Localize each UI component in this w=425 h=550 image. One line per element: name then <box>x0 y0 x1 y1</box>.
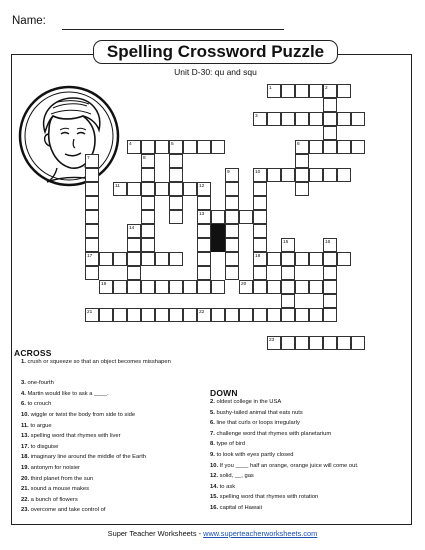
grid-cell[interactable] <box>323 112 337 126</box>
grid-cell[interactable] <box>309 112 323 126</box>
grid-cell[interactable] <box>169 210 183 224</box>
grid-cell[interactable] <box>309 252 323 266</box>
across-clue <box>21 486 199 494</box>
grid-number: 17 <box>87 253 93 259</box>
grid-cell[interactable] <box>197 280 211 294</box>
grid-cell[interactable] <box>85 196 99 210</box>
grid-cell[interactable] <box>323 336 337 350</box>
clue-number: 16. <box>210 505 219 511</box>
grid-cell[interactable] <box>253 224 267 238</box>
grid-cell[interactable] <box>351 112 365 126</box>
grid-cell[interactable] <box>323 266 337 280</box>
clue-number: 22. <box>21 496 30 503</box>
across-heading: ACROSS <box>14 348 52 358</box>
clue-number: 13. <box>21 433 30 440</box>
grid-cell[interactable] <box>155 182 169 196</box>
across-clue <box>21 401 199 409</box>
across-clue <box>21 444 199 452</box>
grid-cell[interactable] <box>225 196 239 210</box>
grid-cell[interactable] <box>281 308 295 322</box>
clue-text: wiggle or twist the body from side to side <box>29 412 136 418</box>
grid-cell[interactable] <box>225 308 239 322</box>
grid-cell[interactable] <box>239 210 253 224</box>
clue-text: spelling word that rhymes with rotation <box>218 494 319 501</box>
clue-number: 11. <box>21 422 29 429</box>
clue-text: to ask <box>218 483 236 490</box>
grid-cell[interactable] <box>197 196 211 210</box>
grid-number: 11 <box>115 183 120 189</box>
grid-cell[interactable] <box>323 280 337 294</box>
down-clue <box>210 441 410 449</box>
clue-text: to crouch <box>25 401 52 408</box>
clue-number: 14. <box>210 483 219 490</box>
grid-cell[interactable] <box>85 182 99 196</box>
grid-cell[interactable] <box>295 252 309 266</box>
clue-number: 17. <box>21 443 30 450</box>
grid-cell[interactable] <box>337 252 351 266</box>
grid-number: 18 <box>255 253 261 259</box>
grid-cell[interactable] <box>183 182 197 196</box>
grid-number: 13 <box>199 211 205 217</box>
grid-cell[interactable] <box>169 196 183 210</box>
down-heading: DOWN <box>210 388 238 398</box>
grid-cell[interactable] <box>281 336 295 350</box>
grid-number: 9 <box>227 169 230 175</box>
grid-cell[interactable] <box>309 84 323 98</box>
clue-text: imaginary line around the middle of the Earth <box>29 454 147 461</box>
clue-number: 8. <box>210 441 215 448</box>
grid-cell[interactable] <box>155 140 169 154</box>
clue-text: spelling word that rhymes with liver <box>29 433 121 440</box>
clue-text: Martin would like to ask a ____. <box>25 390 109 397</box>
grid-cell[interactable] <box>323 168 337 182</box>
grid-cell[interactable] <box>225 210 239 224</box>
grid-cell[interactable] <box>253 238 267 252</box>
grid-number: 4 <box>129 141 132 147</box>
down-clue <box>210 420 410 428</box>
clue-number: 19. <box>21 465 30 471</box>
grid-cell[interactable] <box>197 266 211 280</box>
grid-cell[interactable] <box>169 252 183 266</box>
grid-cell[interactable] <box>295 112 309 126</box>
grid-number: 8 <box>143 155 146 161</box>
clue-number: 4. <box>21 390 26 397</box>
clue-number: 1. <box>21 359 26 365</box>
grid-cell[interactable] <box>169 280 183 294</box>
grid-cell[interactable] <box>323 252 337 266</box>
clue-text: type of bird <box>214 441 246 448</box>
grid-cell[interactable] <box>141 280 155 294</box>
grid-cell[interactable] <box>323 294 337 308</box>
grid-cell[interactable] <box>169 182 183 196</box>
grid-cell[interactable] <box>253 308 267 322</box>
across-clue <box>21 476 199 484</box>
grid-number: 14 <box>129 225 135 231</box>
clue-text: antonym for noisier <box>29 465 80 471</box>
grid-number: 22 <box>199 309 205 315</box>
clue-text: If you ____ half an orange, orange juice will come out. <box>218 462 359 469</box>
grid-cell[interactable] <box>211 140 225 154</box>
grid-cell[interactable] <box>281 112 295 126</box>
clue-number: 3. <box>21 380 26 387</box>
grid-cell[interactable] <box>337 84 351 98</box>
grid-cell[interactable] <box>309 336 323 350</box>
down-clue <box>210 473 410 481</box>
down-clue <box>210 494 410 502</box>
grid-cell[interactable] <box>211 308 225 322</box>
grid-cell[interactable] <box>141 196 155 210</box>
grid-cell[interactable] <box>253 210 267 224</box>
grid-cell[interactable] <box>225 252 239 266</box>
grid-cell[interactable] <box>85 266 99 280</box>
grid-cell[interactable] <box>183 308 197 322</box>
grid-cell[interactable] <box>127 280 141 294</box>
grid-cell[interactable] <box>281 84 295 98</box>
grid-cell[interactable] <box>155 308 169 322</box>
across-clue <box>21 391 199 399</box>
grid-cell[interactable] <box>323 308 337 322</box>
grid-cell[interactable] <box>253 196 267 210</box>
grid-number: 1 <box>269 85 272 91</box>
grid-cell[interactable] <box>183 280 197 294</box>
clue-text: overcome and take control of <box>29 507 106 514</box>
grid-cell[interactable] <box>225 182 239 196</box>
grid-cell[interactable] <box>281 294 295 308</box>
grid-cell[interactable] <box>127 238 141 252</box>
clue-number: 21. <box>21 486 30 493</box>
across-clue <box>21 465 199 473</box>
grid-cell[interactable] <box>183 140 197 154</box>
grid-cell[interactable] <box>99 308 113 322</box>
footer-url[interactable]: www.superteacherworksheets.com <box>203 529 318 538</box>
footer <box>0 529 425 538</box>
grid-cell[interactable] <box>85 224 99 238</box>
grid-cell[interactable] <box>85 168 99 182</box>
grid-cell[interactable] <box>169 308 183 322</box>
grid-number: 2 <box>325 85 328 91</box>
clue-text: line that curls or loops irregularly <box>214 420 300 427</box>
grid-cell[interactable] <box>169 154 183 168</box>
grid-cell[interactable] <box>253 266 267 280</box>
grid-cell[interactable] <box>295 168 309 182</box>
grid-cell[interactable] <box>267 252 281 266</box>
grid-cell[interactable] <box>267 308 281 322</box>
down-clue <box>210 410 410 418</box>
grid-number: 23 <box>269 337 275 343</box>
clue-number: 7. <box>210 430 215 437</box>
clue-number: 12. <box>210 473 219 480</box>
grid-cell[interactable] <box>295 182 309 196</box>
grid-cell[interactable] <box>141 238 155 252</box>
grid-cell[interactable] <box>141 140 155 154</box>
clue-number: 18. <box>21 454 30 461</box>
grid-number: 16 <box>325 239 331 245</box>
grid-cell[interactable] <box>113 280 127 294</box>
grid-cell[interactable] <box>141 224 155 238</box>
grid-cell-blocked <box>211 224 225 238</box>
grid-number: 6 <box>297 141 300 147</box>
grid-cell[interactable] <box>239 308 253 322</box>
grid-cell[interactable] <box>295 84 309 98</box>
clue-text: third planet from the sun <box>29 475 94 482</box>
down-clue <box>210 431 410 439</box>
grid-cell[interactable] <box>267 168 281 182</box>
footer-brand: Super Teacher Worksheets - <box>107 529 204 538</box>
page-title: Spelling Crossword Puzzle <box>106 42 325 61</box>
grid-cell[interactable] <box>127 308 141 322</box>
grid-cell[interactable] <box>267 112 281 126</box>
clue-text: a bunch of flowers <box>29 496 78 503</box>
clue-text: challenge word that rhymes with planetarium <box>214 430 332 437</box>
grid-cell[interactable] <box>309 140 323 154</box>
name-label: Name: <box>12 15 46 27</box>
grid-cell[interactable] <box>309 280 323 294</box>
grid-cell[interactable] <box>197 252 211 266</box>
clue-text: one-fourth <box>25 380 54 387</box>
grid-cell[interactable] <box>295 308 309 322</box>
across-clue <box>21 412 199 420</box>
clue-number: 6. <box>210 420 215 427</box>
grid-cell[interactable] <box>141 308 155 322</box>
grid-cell[interactable] <box>281 252 295 266</box>
clue-number: 10. <box>21 412 30 418</box>
grid-cell[interactable] <box>155 252 169 266</box>
grid-cell[interactable] <box>295 154 309 168</box>
grid-cell[interactable] <box>155 280 169 294</box>
grid-cell[interactable] <box>281 266 295 280</box>
grid-cell[interactable] <box>225 266 239 280</box>
grid-cell[interactable] <box>211 210 225 224</box>
across-clue <box>21 359 199 367</box>
clue-text: capital of Hawaii <box>218 505 262 511</box>
grid-cell[interactable] <box>127 252 141 266</box>
grid-cell[interactable] <box>295 336 309 350</box>
grid-cell[interactable] <box>295 280 309 294</box>
across-clue <box>21 497 199 505</box>
grid-cell[interactable] <box>225 224 239 238</box>
down-clue <box>210 452 410 460</box>
down-clue <box>210 463 410 471</box>
grid-number: 20 <box>241 281 247 287</box>
clue-number: 9. <box>210 452 215 458</box>
clue-text: sound a mouse makes <box>29 486 89 493</box>
clue-number: 10. <box>210 462 219 469</box>
down-clue <box>210 505 410 513</box>
grid-number: 15 <box>283 239 289 245</box>
clue-text: solid, __, gas <box>218 473 254 480</box>
clue-number: 15. <box>210 494 219 501</box>
grid-cell[interactable] <box>351 336 365 350</box>
grid-cell[interactable] <box>337 336 351 350</box>
across-clue <box>21 380 199 388</box>
grid-cell[interactable] <box>267 280 281 294</box>
clue-text: to look with eyes partly closed <box>214 452 294 458</box>
grid-cell[interactable] <box>211 280 225 294</box>
clue-text: bushy-tailed animal that eats nuts <box>214 409 303 416</box>
grid-cell[interactable] <box>253 280 267 294</box>
grid-cell[interactable] <box>225 238 239 252</box>
grid-cell[interactable] <box>337 168 351 182</box>
grid-cell[interactable] <box>309 168 323 182</box>
grid-cell[interactable] <box>141 252 155 266</box>
across-clue <box>21 454 199 462</box>
grid-cell[interactable] <box>197 238 211 252</box>
grid-cell[interactable] <box>99 252 113 266</box>
clue-text: to argue <box>28 422 52 429</box>
grid-cell[interactable] <box>113 308 127 322</box>
across-clue <box>21 433 199 441</box>
grid-cell[interactable] <box>127 266 141 280</box>
grid-number: 7 <box>87 155 90 161</box>
grid-number: 5 <box>171 141 174 147</box>
grid-cell[interactable] <box>197 224 211 238</box>
grid-cell[interactable] <box>85 210 99 224</box>
down-clue <box>210 399 410 407</box>
grid-cell[interactable] <box>337 140 351 154</box>
subtitle: Unit D-30: qu and squ <box>174 67 257 77</box>
grid-number: 12 <box>199 183 205 189</box>
grid-cell[interactable] <box>281 168 295 182</box>
grid-number: 21 <box>87 309 93 315</box>
grid-cell[interactable] <box>197 140 211 154</box>
grid-cell[interactable] <box>141 168 155 182</box>
clue-number: 20. <box>21 475 30 482</box>
clue-text: crush or squeeze so that an object becomes misshapen <box>25 359 171 365</box>
grid-cell[interactable] <box>113 252 127 266</box>
down-clue <box>210 484 410 492</box>
clue-text: oldest college in the USA <box>214 399 282 405</box>
grid-cell[interactable] <box>253 182 267 196</box>
clue-number: 23. <box>21 507 30 514</box>
clue-text: to disguise <box>29 443 59 450</box>
grid-cell[interactable] <box>309 308 323 322</box>
clue-number: 2. <box>210 399 215 405</box>
grid-number: 10 <box>255 169 261 175</box>
grid-number: 3 <box>255 113 258 119</box>
grid-cell[interactable] <box>351 140 365 154</box>
grid-cell[interactable] <box>323 126 337 140</box>
grid-cell[interactable] <box>169 168 183 182</box>
grid-cell[interactable] <box>127 182 141 196</box>
grid-cell[interactable] <box>141 210 155 224</box>
grid-cell[interactable] <box>281 280 295 294</box>
grid-cell[interactable] <box>323 98 337 112</box>
clue-number: 5. <box>210 409 215 416</box>
grid-cell[interactable] <box>85 238 99 252</box>
grid-number: 19 <box>101 281 107 287</box>
across-clue <box>21 507 199 515</box>
across-clue <box>21 423 199 431</box>
grid-cell-blocked <box>211 238 225 252</box>
clue-number: 6. <box>21 401 26 408</box>
grid-cell[interactable] <box>337 112 351 126</box>
grid-cell[interactable] <box>141 182 155 196</box>
grid-cell[interactable] <box>323 140 337 154</box>
